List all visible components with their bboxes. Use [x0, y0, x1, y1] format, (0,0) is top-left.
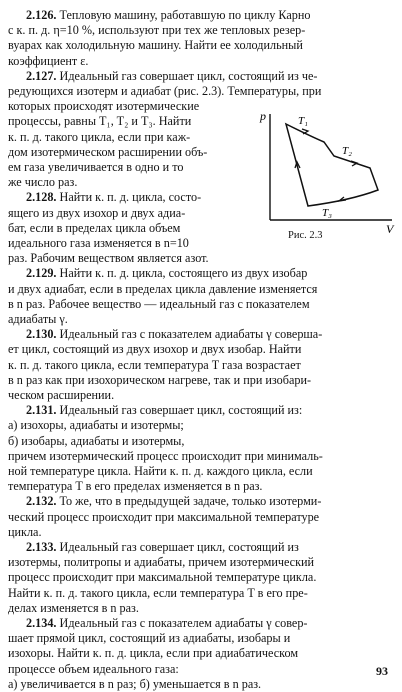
line-text: Идеальный газ совершает цикл, состоящий из че- [56, 68, 318, 83]
text-line [8, 510, 319, 525]
line-text: шает прямой цикл, состоящий из адиабаты, изобары и [8, 631, 291, 646]
text-line [8, 677, 261, 692]
line-text: адиабаты γ. [8, 312, 68, 326]
line-text: которых происходят изотермические [8, 99, 200, 114]
p-axis-label: p [260, 109, 266, 123]
line-text: Идеальный газ с показателем адиабаты γ совер- [56, 616, 308, 630]
line-text: температура T в его пределах изменяется в n раз. [8, 479, 263, 494]
text-line [26, 616, 307, 631]
line-text: а) увеличивается в n раз; б) уменьшается в n раз. [8, 676, 262, 691]
text-line [8, 342, 301, 357]
problem-number: 2.127. [26, 68, 57, 83]
text-line [8, 662, 179, 677]
cycle-curve [286, 124, 378, 206]
line-text: Найти к. п. д. такого цикла, если температура T в его пре- [8, 585, 308, 600]
text-line [8, 38, 303, 53]
text-line [8, 221, 180, 236]
text-line [8, 449, 323, 464]
text-line [26, 266, 307, 281]
line-text: Идеальный газ с показателем адиабаты γ совершa- [56, 327, 323, 342]
text-line [26, 190, 201, 205]
problem-number: 2.129. [26, 266, 57, 281]
line-text: бат, если в пределах цикла объем [8, 220, 181, 235]
text-line [8, 525, 42, 540]
text-line [8, 84, 321, 99]
text-line [8, 586, 308, 601]
text-line [8, 358, 301, 373]
line-text: в n раз как при изохорическом нагреве, так и при изобари- [8, 372, 312, 387]
page-number: 93 [376, 664, 388, 678]
text-line [8, 236, 189, 251]
text-line [8, 601, 139, 616]
line-text: к. п. д. такого цикла, если температура T газа возрастает [8, 357, 301, 372]
line-text: вуарах как холодильную машину. Найти ее холодильный [8, 38, 303, 53]
text-line [8, 646, 298, 661]
problem-number: 2.131. [26, 403, 57, 418]
text-line [8, 175, 77, 190]
text-line [8, 555, 314, 570]
text-line [8, 479, 262, 494]
line-text: Идеальный газ совершает цикл, состоящий из [56, 540, 299, 554]
problem-number: 2.126. [26, 8, 57, 22]
line-text: ет цикл, состоящий из двух изохор и двух изобар. Найти [8, 342, 302, 357]
line-text: к. п. д. такого цикла, если при каж- [8, 129, 191, 144]
line-text: редующихся изотерм и адиабат (рис. 2.3). Температуры, при [8, 84, 322, 98]
line-text: цикла. [8, 524, 42, 539]
line-text: ем газа увеличивается в одно и то [8, 160, 184, 174]
problem-number: 2.133. [26, 540, 57, 554]
text-line [8, 54, 88, 69]
line-text: изохоры. Найти к. п. д. цикла, если при адиабатическом [8, 646, 299, 661]
line-text: ной температуре цикла. Найти к. п. д. каждого цикла, если [8, 464, 313, 478]
line-text: делах изменяется в n раз. [8, 600, 139, 615]
t3-label: T₃ [322, 207, 332, 219]
t2-label: T₂ [342, 145, 352, 157]
line-text: в n раз. Рабочее вещество — идеальный газ с показателем [8, 296, 310, 311]
line-text: с к. п. д. η=10 %, используют при тех же тепловых резер- [8, 23, 306, 38]
line-text: процессе объем идеального газа: [8, 661, 179, 676]
problem-number: 2.130. [26, 327, 57, 342]
line-text: Найти к. п. д. цикла, состо- [56, 190, 202, 205]
text-line [26, 327, 322, 342]
figure-2-3-pv-diagram [258, 108, 398, 250]
line-text: изотермы, политропы и адиабаты, причем изотермический [8, 555, 315, 570]
line-text: Идеальный газ совершает цикл, состоящий из: [56, 403, 303, 418]
line-text: дом изотермическом расширении объ- [8, 144, 208, 159]
text-line [8, 373, 311, 388]
line-text: и двух адиабат, если в пределах цикла давление изменяется [8, 281, 318, 296]
text-line [8, 145, 207, 160]
line-text: Найти к. п. д. цикла, состоящего из двух изобар [56, 266, 308, 281]
text-line [8, 297, 310, 312]
problem-number: 2.134. [26, 616, 57, 630]
text-line [8, 434, 184, 449]
line-text: причем изотермический процесс происходит при минималь- [8, 448, 323, 463]
text-line [26, 403, 302, 418]
v-axis-label: V [386, 222, 394, 236]
problem-number: 2.128. [26, 190, 57, 205]
text-line [8, 464, 313, 479]
line-text: ящего из двух изохор и двух адиа- [8, 205, 186, 220]
text-line [8, 388, 114, 403]
text-line [8, 570, 316, 585]
line-text: процессы, равны T₁, T₂ и T₃. Найти [8, 114, 192, 129]
figure-caption: Рис. 2.3 [288, 230, 323, 241]
text-line [26, 69, 318, 84]
line-text: а) изохоры, адиабаты и изотермы; [8, 418, 184, 433]
text-line [8, 114, 191, 129]
text-line [26, 540, 299, 555]
text-line [8, 251, 209, 266]
text-line [8, 282, 317, 297]
arrow-mid [351, 161, 357, 166]
text-line [8, 631, 290, 646]
line-text: То же, что в предыдущей задаче, только изотерми- [56, 494, 322, 509]
text-line [8, 160, 183, 175]
line-text: коэффициент ε. [8, 53, 89, 68]
text-line [8, 312, 68, 327]
text-line [8, 418, 184, 433]
line-text: Тепловую машину, работавшую по циклу Карно [56, 8, 311, 22]
text-line [26, 8, 310, 23]
line-text: ческий процесс происходит при максимальной температуре [8, 509, 320, 524]
text-line [8, 206, 185, 221]
text-line [8, 99, 199, 114]
line-text: идеального газа изменяется в n=10 [8, 236, 189, 250]
line-text: же число раз. [8, 175, 78, 190]
t1-label: T₁ [298, 115, 308, 127]
line-text: б) изобары, адиабаты и изотермы, [8, 433, 185, 448]
line-text: раз. Рабочим веществом является азот. [8, 251, 209, 266]
line-text: процесс происходит при максимальной температуре цикла. [8, 570, 317, 585]
problem-number: 2.132. [26, 494, 57, 509]
text-line [8, 130, 190, 145]
line-text: ческом расширении. [8, 388, 115, 402]
text-line [26, 494, 321, 509]
text-line [8, 23, 305, 38]
